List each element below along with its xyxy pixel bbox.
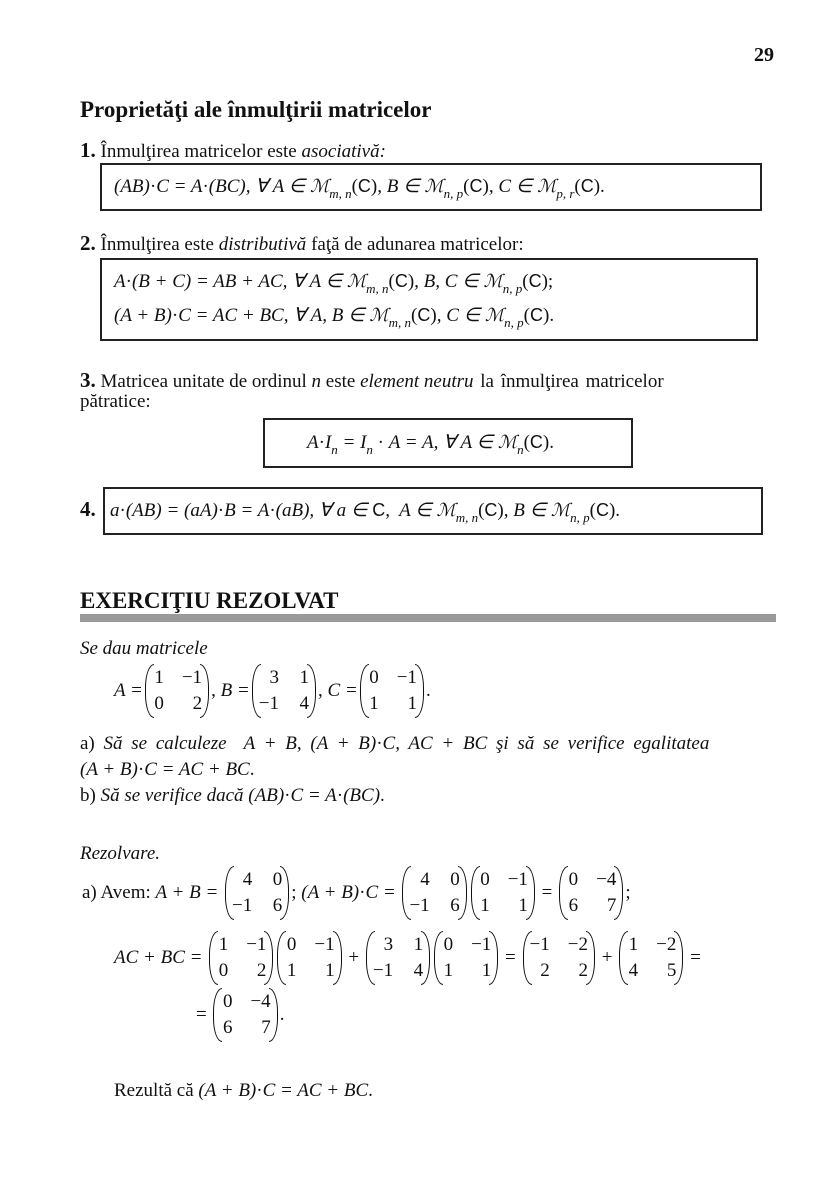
complex-set-symbol: C [528,271,542,291]
math-token: Să se calculeze A + B, (A + B) [94,733,377,754]
matrix-cell: −4 [596,869,617,890]
formula-box-4 [103,487,763,535]
property-3-line2: pătratice: [80,391,151,412]
property-emphasis: distributivă [218,234,307,255]
math-token: ( [523,431,530,453]
matrix [145,666,209,716]
math-token: , B ∈ [377,176,425,197]
property-text: la înmulţirea matricelor [473,371,664,392]
math-token: · [269,499,276,521]
math-token: , B, C ∈ [414,271,484,292]
math-token: ; [291,882,302,903]
task-a-formula [95,733,710,755]
solution-a-line1 [82,868,631,918]
matrix-cell: 2 [192,693,203,714]
math-token: A + B = [155,882,224,903]
matrix-cell: 1 [481,960,492,981]
math-token: ) [497,499,504,521]
math-token: ) [430,304,437,326]
matrix [277,933,341,983]
math-token: a [110,499,120,521]
matrix [360,666,424,716]
math-token: B = A [224,499,270,521]
math-token: . [380,785,385,806]
math-token: (AB) [114,175,150,197]
matrix-cell: −2 [567,934,588,955]
matrix-cell: 0 [450,869,460,890]
matrix-cell: −4 [250,991,271,1012]
matrix [209,933,273,983]
matrix-set-symbol: ℳ [369,305,389,326]
math-token: ( [411,304,418,326]
matrix-cell: 7 [261,1017,271,1038]
math-token: ( [351,175,358,197]
matrix [471,868,535,918]
property-number: 2. [80,231,96,255]
matrix-set-symbol: ℳ [346,271,367,292]
formula-distributivity-right [114,304,555,330]
math-token: A = [114,680,143,701]
math-token: · [202,175,209,197]
matrix [225,868,289,918]
complex-set-symbol: C [484,500,498,520]
task-a [80,733,709,755]
property-text: Înmulţirea matricelor este [100,141,302,162]
math-token: · [318,431,325,453]
matrix-cell: 1 [325,960,335,981]
math-token: , B ∈ [503,500,551,521]
math-token: = [196,1004,212,1025]
matrix-set-symbol: ℳ [309,176,330,197]
math-token: A = A, ∀ A ∈ [388,432,498,453]
math-token: C, AC + BC şi să se verifice egalitatea [382,733,710,754]
matrix-cell: 0 [222,991,233,1012]
math-token: . [279,1004,285,1025]
math-token: ( [463,175,470,197]
matrix-set-symbol: ℳ [537,176,557,197]
math-token: A [114,270,126,292]
property-variable: n [311,371,322,392]
property-number: 4. [80,497,96,521]
property-emphasis: element neutru [360,371,474,392]
heading-underline-bar [80,614,776,622]
matrix-cell: −1 [246,934,267,955]
matrix-cell: 1 [413,934,424,955]
math-token: (BC) [343,785,381,806]
math-token: C = AC + BC [144,759,250,780]
math-token: (A + B) [114,304,172,326]
math-token: ( [478,499,485,521]
math-token: , A ∈ [385,500,437,521]
math-token: (A + B) [80,759,138,780]
math-token: ( [522,270,529,292]
math-token: B = [220,680,250,701]
math-token: ) [370,175,378,197]
property-text: faţă de adunarea matricelor: [306,234,524,255]
math-token: = I [337,431,367,453]
math-token: · [284,785,291,806]
math-token: + [343,947,364,968]
math-token: C = AC + BC, ∀ A, B ∈ [178,305,370,326]
complex-set-symbol: C [580,176,594,196]
formula-associativity [114,175,605,201]
matrix-cell: 1 [286,960,297,981]
matrix-cell: −1 [314,934,335,955]
matrix-cell: 2 [256,960,267,981]
math-subscript: m, n [366,280,389,296]
task-a-equality [80,759,254,781]
complex-set-symbol: C [469,176,483,196]
math-token: · [149,175,157,197]
solution-label: Rezolvare. [80,843,161,864]
matrix-set-symbol: ℳ [550,500,571,521]
math-token: · [376,733,383,754]
math-token: ) [407,270,415,292]
matrix-cell: 6 [568,895,579,916]
math-token: , [211,680,221,701]
matrix [366,933,430,983]
property-number: 3. [80,368,96,392]
matrix [523,933,595,983]
math-token: . [368,1080,373,1101]
math-token: C = A [290,785,337,806]
math-subscript: n [517,441,524,457]
math-token: · [125,270,132,292]
property-text: Înmulţirea este [100,234,219,255]
matrix-cell: 0 [154,693,164,714]
matrix [559,868,623,918]
property-text: Matricea unitate de ordinul [100,371,312,392]
matrix-cell: 0 [443,934,454,955]
matrix-cell: −1 [372,960,394,981]
math-token: C = [327,680,358,701]
matrix [434,933,498,983]
formula-box-3 [263,418,633,468]
matrix-set-symbol: ℳ [483,271,503,292]
math-subscript: n, p [443,185,464,201]
math-token: · [119,499,126,521]
math-subscript: p, r [556,185,575,201]
math-token: · [336,785,344,806]
matrix-set-symbol: ℳ [497,432,518,453]
math-token: · [171,304,179,326]
math-token: ( [388,270,395,292]
property-1-text [80,138,386,163]
matrix-cell: 0 [369,667,379,688]
math-token: · [256,1080,263,1101]
matrix-cell: 1 [480,895,490,916]
math-token: (A + B) [198,1080,257,1101]
property-text: este [321,371,361,392]
complex-set-symbol: C [595,500,609,520]
math-token: · [359,882,366,903]
math-token: , C ∈ [436,305,485,326]
exercise-heading: EXERCIŢIU REZOLVAT [80,588,339,613]
matrix-cell: 1 [369,693,379,714]
formula-distributivity-left [114,270,554,296]
math-token: . [249,759,255,780]
matrix-cell: −1 [529,934,550,955]
math-token: = [536,882,558,903]
math-token: (A + B) [301,882,360,903]
task-b-formula [96,785,385,807]
matrix-cell: 4 [299,693,309,714]
math-token: AC + BC = [114,947,208,968]
solution-a-line3 [196,990,284,1040]
math-token: (B + C) = AB + AC, ∀ A ∈ [131,271,347,292]
math-token: ). [593,175,605,197]
matrix-cell: 1 [299,667,309,688]
property-emphasis: asociativă: [301,141,386,162]
task-label: b) [80,785,96,806]
formula-box-1 [100,163,762,211]
math-token: ( [574,175,581,197]
matrix [402,868,466,918]
section-title: Proprietăţi ale înmulţirii matricelor [80,97,432,122]
math-token: · [137,759,145,780]
page-number: 29 [754,44,774,66]
matrix [252,666,316,716]
matrix-set-symbol: ℳ [436,500,456,521]
complex-set-symbol: C [372,500,386,520]
math-token: C = A [156,175,203,197]
math-subscript: m, n [388,314,412,330]
property-3-text [80,368,664,393]
math-subscript: n, p [502,280,523,296]
matrix-cell: 4 [628,960,639,981]
formula-identity [307,431,554,457]
matrix [213,990,277,1040]
math-subscript: m, n [329,185,352,201]
math-token: ( [523,304,530,326]
math-token: + [596,947,618,968]
matrix-cell: 0 [286,934,297,955]
math-token: , [317,680,328,701]
matrix-cell: 1 [218,934,229,955]
matrix-cell: 3 [383,934,394,955]
matrix-cell: −1 [409,895,430,916]
math-token: ). [608,499,621,521]
property-number: 1. [80,138,96,162]
math-token: . [425,680,431,701]
math-token: I [324,431,332,453]
complex-set-symbol: C [529,432,543,452]
math-token: ) [482,175,489,197]
matrix-cell: 0 [568,869,579,890]
matrix-cell: −1 [471,934,492,955]
matrix-cell: −1 [258,693,279,714]
math-subscript: n, p [570,509,590,525]
math-subscript: m, n [455,509,479,525]
complex-set-symbol: C [394,271,408,291]
matrix [619,933,683,983]
matrix-cell: 1 [628,934,639,955]
matrix-cell: 1 [443,960,454,981]
math-token: ). [542,431,554,453]
math-token: Să se verifice dacă (AB) [95,785,285,806]
given-matrices [114,666,431,716]
formula-box-2 [100,258,758,341]
complex-set-symbol: C [357,176,371,196]
matrix-set-symbol: ℳ [484,305,505,326]
matrix-set-symbol: ℳ [424,176,444,197]
matrix-cell: 1 [518,895,528,916]
math-token: = [685,947,701,968]
math-token: ). [543,304,555,326]
math-token: ); [541,270,554,292]
math-token: a) Avem: [82,882,156,903]
matrix-cell: 7 [606,895,617,916]
solution-a-line2 [114,933,701,983]
matrix-cell: 2 [540,960,550,981]
solution-conclusion [114,1080,373,1102]
complex-set-symbol: C [530,305,543,325]
matrix-cell: 0 [272,869,283,890]
math-token: ( [589,499,596,521]
math-token: · [217,499,225,521]
matrix-cell: 6 [222,1017,233,1038]
math-token: C = AC + BC [262,1080,369,1101]
matrix-cell: 1 [154,667,164,688]
matrix-cell: 4 [242,869,253,890]
formula-scalar [110,499,621,525]
task-b [80,785,385,807]
matrix-cell: −1 [396,667,417,688]
math-subscript: n, p [504,314,524,330]
math-token: ; [625,882,631,903]
math-token: (AB) = (aA) [125,499,218,521]
exercise-intro: Se dau matricele [80,638,208,659]
math-token: = [500,947,521,968]
matrix-cell: −1 [507,869,528,890]
matrix-cell: 4 [420,869,430,890]
task-label: a) [80,733,95,754]
matrix-cell: −1 [232,895,253,916]
matrix-cell: 0 [480,869,490,890]
matrix-cell: 3 [269,667,279,688]
matrix-cell: 6 [272,895,283,916]
matrix-cell: 5 [666,960,677,981]
math-token: · [372,431,389,453]
math-token: A [307,431,319,453]
math-token: Rezultă că [114,1080,199,1101]
matrix-cell: −2 [656,934,677,955]
math-token: (BC), ∀ A ∈ [208,176,310,197]
matrix-cell: −1 [181,667,203,688]
matrix-cell: 1 [407,693,417,714]
math-token: , C ∈ [488,176,538,197]
math-subscript: n [331,441,338,457]
property-2-text [80,231,524,256]
matrix-cell: 2 [578,960,588,981]
matrix-cell: 6 [450,895,460,916]
math-subscript: n [366,441,373,457]
matrix-cell: 4 [413,960,424,981]
math-token: C = [365,882,401,903]
matrix-cell: 0 [218,960,229,981]
complex-set-symbol: C [417,305,431,325]
math-token: (aB), ∀ a ∈ [275,500,373,521]
